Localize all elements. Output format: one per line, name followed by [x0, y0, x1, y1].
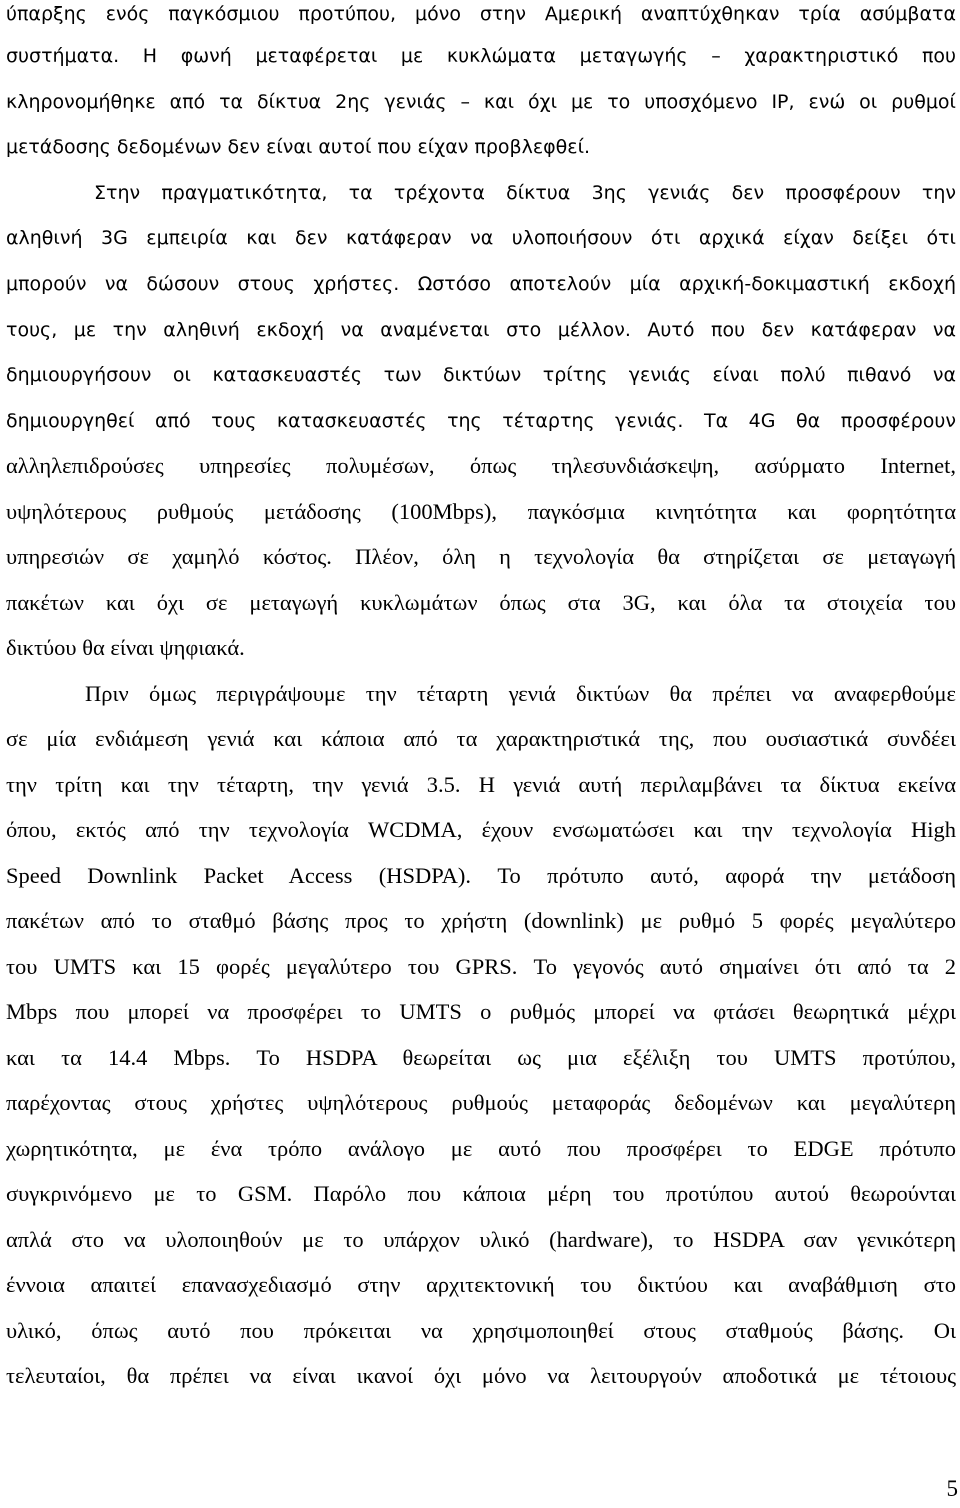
- text-line: χωρητικότητα, με ένα τρόπο ανάλογο με αυτό που προσφέρει το EDGE πρότυπο: [6, 1136, 956, 1161]
- text-line: Πριν όμως περιγράψουμε την τέταρτη γενιά δικτύων θα πρέπει να αναφερθούμε: [85, 681, 956, 706]
- text-line: του UMTS και 15 φορές μεγαλύτερο του GPRS. Το γεγονός αυτό σημαίνει ότι από τα 2: [6, 954, 956, 979]
- text-line: και τα 14.4 Mbps. Το HSDPA θεωρείται ως μια εξέλιξη του UMTS προτύπου,: [6, 1045, 956, 1070]
- text-line: αλληλεπιδρούσες υπηρεσίες πολυμέσων, όπως τηλεσυνδιάσκεψη, ασύρματο Internet,: [6, 453, 956, 478]
- text-line: συγκρινόμενο με το GSM. Παρόλο που κάποια μέρη του προτύπου αυτού θεωρούνται: [6, 1181, 956, 1206]
- text-line: συστήματα. Η φωνή μεταφέρεται με κυκλώματα μεταγωγής – χαρακτηριστικό που: [6, 45, 956, 67]
- text-line: υλικό, όπως αυτό που πρόκειται να χρησιμοποιηθεί στους σταθμούς βάσης. Οι: [6, 1318, 956, 1343]
- text-line: δικτύου θα είναι ψηφιακά.: [6, 635, 245, 660]
- text-line: τελευταίοι, θα πρέπει να είναι ικανοί όχι μόνο να λειτουργούν αποδοτικά με τέτοιους: [6, 1363, 956, 1388]
- text-line: Στην πραγματικότητα, τα τρέχοντα δίκτυα 3ης γενιάς δεν προσφέρουν την: [94, 182, 956, 204]
- text-line: πακέτων και όχι σε μεταγωγή κυκλωμάτων όπως στα 3G, και όλα τα στοιχεία του: [6, 590, 956, 615]
- text-line: τους, με την αληθινή εκδοχή να αναμένεται στο μέλλον. Αυτό που δεν κατάφεραν να: [6, 319, 956, 341]
- page-number: 5: [946, 1476, 958, 1501]
- text-line: υψηλότερους ρυθμούς μετάδοσης (100Mbps), παγκόσμια κινητότητα και φορητότητα: [6, 499, 956, 524]
- text-line: έννοια απαιτεί επανασχεδιασμό στην αρχιτεκτονική του δικτύου και αναβάθμιση στο: [6, 1272, 956, 1297]
- text-line: πακέτων από το σταθμό βάσης προς το χρήστη (downlink) με ρυθμό 5 φορές μεγαλύτερο: [6, 908, 956, 933]
- text-line: όπου, εκτός από την τεχνολογία WCDMA, έχουν ενσωματώσει και την τεχνολογία High: [6, 817, 956, 842]
- text-line: παρέχοντας στους χρήστες υψηλότερους ρυθμούς μεταφοράς δεδομένων και μεγαλύτερη: [6, 1090, 956, 1115]
- text-line: ύπαρξης ενός παγκόσμιου προτύπου, μόνο στην Αμερική αναπτύχθηκαν τρία ασύμβατα: [6, 3, 956, 25]
- text-line: δημιουργήσουν οι κατασκευαστές των δικτύων τρίτης γενιάς είναι πολύ πιθανό να: [6, 364, 956, 386]
- text-line: Mbps που μπορεί να προσφέρει το UMTS ο ρυθμός μπορεί να φτάσει θεωρητικά μέχρι: [6, 999, 956, 1024]
- text-line: κληρονομήθηκε από τα δίκτυα 2ης γενιάς – και όχι με το υποσχόμενο IP, ενώ οι ρυθμοί: [6, 91, 956, 113]
- text-line: δημιουργηθεί από τους κατασκευαστές της τέταρτης γενιάς. Τα 4G θα προσφέρουν: [6, 410, 956, 432]
- text-line: σε μία ενδιάμεση γενιά και κάποια από τα χαρακτηριστικά της, που ουσιαστικά συνδέει: [6, 726, 956, 751]
- text-line: μπορούν να δώσουν στους χρήστες. Ωστόσο αποτελούν μία αρχική-δοκιμαστική εκδοχή: [6, 273, 956, 295]
- text-line: Speed Downlink Packet Access (HSDPA). Το πρότυπο αυτό, αφορά την μετάδοση: [6, 863, 956, 888]
- text-line: απλά στο να υλοποιηθούν με το υπάρχον υλικό (hardware), το HSDPA σαν γενικότερη: [6, 1227, 956, 1252]
- text-line: αληθινή 3G εμπειρία και δεν κατάφεραν να υλοποιήσουν ότι αρχικά είχαν δείξει ότι: [6, 227, 956, 249]
- document-page: [6, 0, 956, 1508]
- text-line: υπηρεσιών σε χαμηλό κόστος. Πλέον, όλη η τεχνολογία θα στηρίζεται σε μεταγωγή: [6, 544, 956, 569]
- text-line: την τρίτη και την τέταρτη, την γενιά 3.5. Η γενιά αυτή περιλαμβάνει τα δίκτυα εκείνα: [6, 772, 956, 797]
- text-line: μετάδοσης δεδομένων δεν είναι αυτοί που είχαν προβλεφθεί.: [6, 136, 591, 158]
